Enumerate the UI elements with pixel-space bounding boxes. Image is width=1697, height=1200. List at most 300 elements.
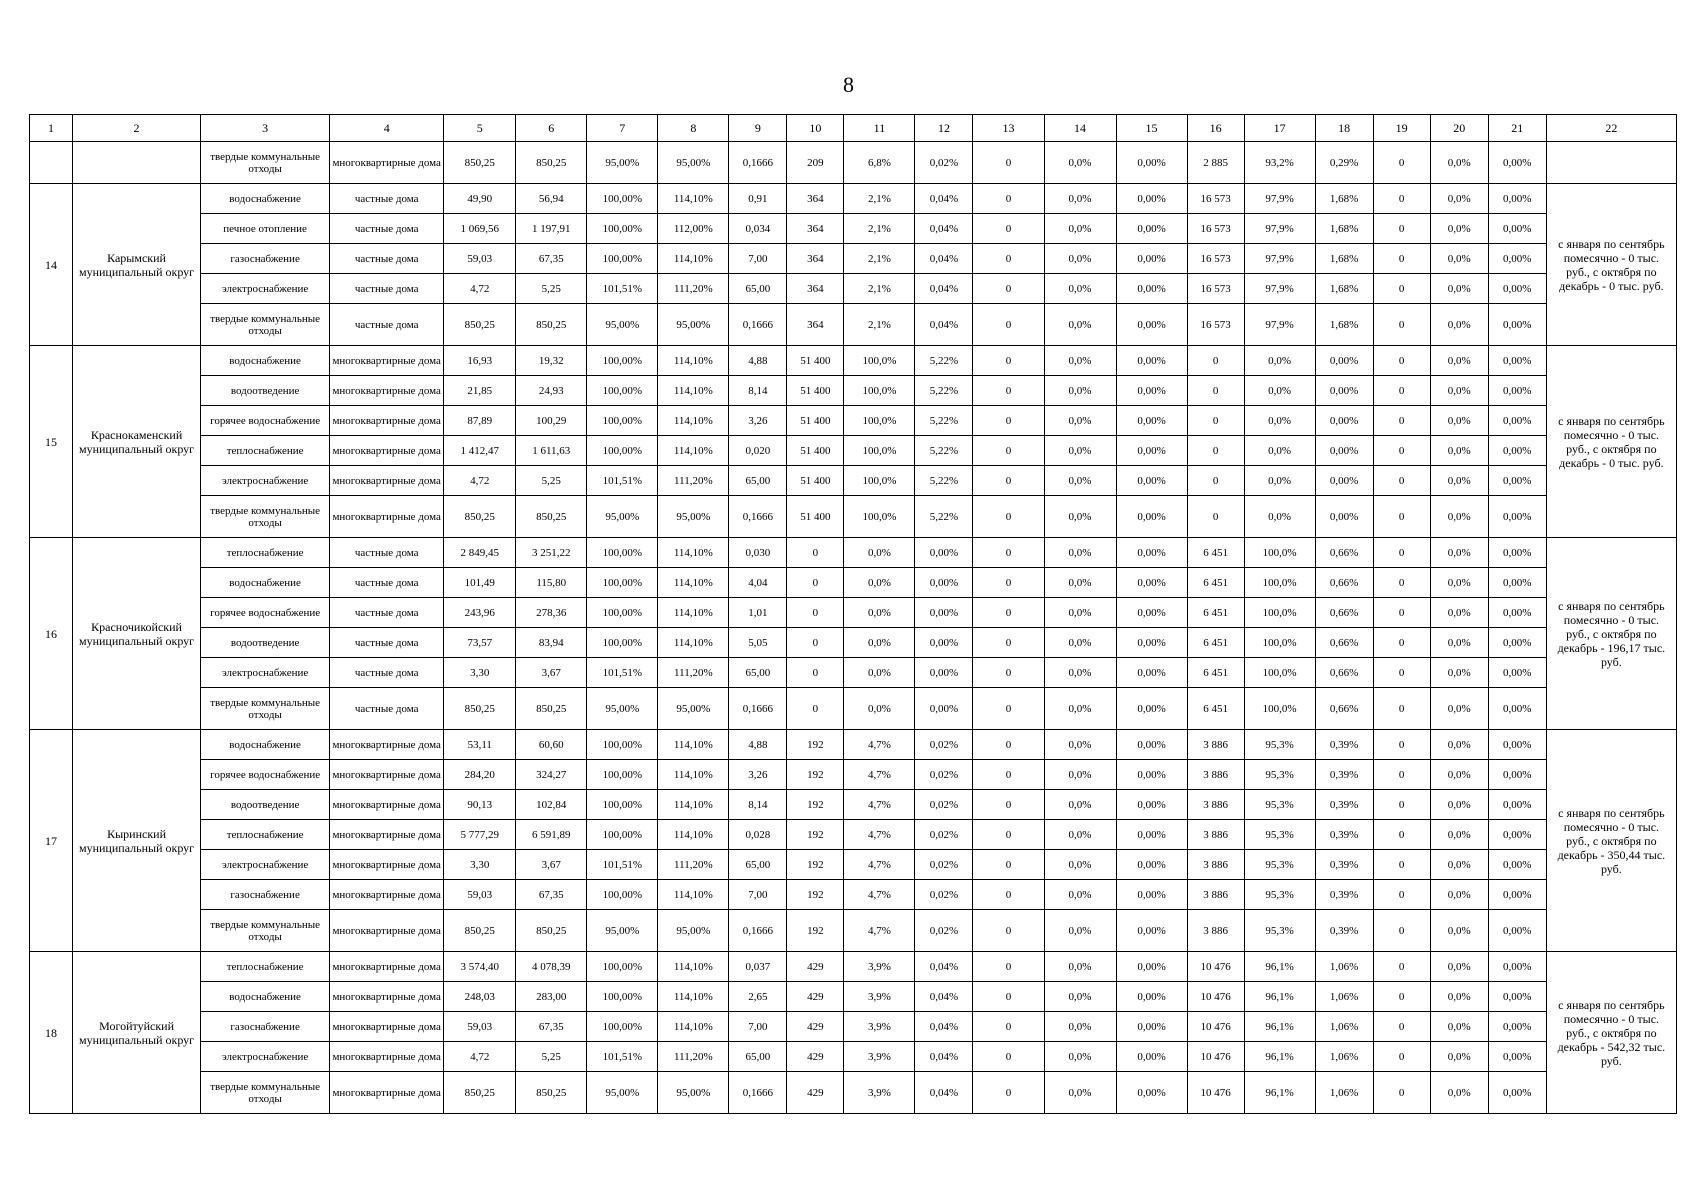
column-header-5: 5 <box>444 115 516 142</box>
value-cell: 8,14 <box>729 376 787 406</box>
value-cell: 0 <box>1373 274 1430 304</box>
value-cell: 0,0% <box>1044 496 1116 538</box>
value-cell: 114,10% <box>658 406 729 436</box>
municipality-cell: Карымский муниципальный округ <box>73 184 201 346</box>
value-cell: 59,03 <box>444 244 516 274</box>
value-cell: 0,00% <box>1116 790 1187 820</box>
value-cell: 16 573 <box>1187 214 1244 244</box>
table-row <box>30 214 1677 244</box>
value-cell: 51 400 <box>787 346 844 376</box>
value-cell: 4,7% <box>844 910 915 952</box>
value-cell: 0,00% <box>1116 406 1187 436</box>
value-cell: 3,30 <box>444 850 516 880</box>
value-cell: 4,88 <box>729 346 787 376</box>
value-cell: 0,0% <box>1244 496 1315 538</box>
value-cell: 100,0% <box>844 436 915 466</box>
value-cell: 0,00% <box>1116 184 1187 214</box>
value-cell: 0,00% <box>1116 568 1187 598</box>
value-cell: 1,06% <box>1315 1072 1373 1114</box>
value-cell: 0,0% <box>1430 1012 1488 1042</box>
value-cell: 0,04% <box>915 214 973 244</box>
value-cell: 96,1% <box>1244 1042 1315 1072</box>
table-row <box>30 1012 1677 1042</box>
value-cell: 114,10% <box>658 952 729 982</box>
value-cell: 0 <box>1373 658 1430 688</box>
value-cell: 65,00 <box>729 466 787 496</box>
value-cell: 0,0% <box>1430 376 1488 406</box>
value-cell: 192 <box>787 760 844 790</box>
table-row <box>30 346 1677 376</box>
housing-type-cell: частные дома <box>330 598 444 628</box>
value-cell: 114,10% <box>658 568 729 598</box>
value-cell: 97,9% <box>1244 244 1315 274</box>
value-cell: 0 <box>1373 568 1430 598</box>
value-cell: 114,10% <box>658 598 729 628</box>
value-cell: 0,66% <box>1315 658 1373 688</box>
value-cell: 97,9% <box>1244 214 1315 244</box>
value-cell: 2,1% <box>844 214 915 244</box>
value-cell: 16 573 <box>1187 184 1244 214</box>
value-cell: 0,00% <box>1488 730 1546 760</box>
value-cell: 0 <box>1373 184 1430 214</box>
value-cell: 0 <box>1187 406 1244 436</box>
value-cell: 0,0% <box>844 658 915 688</box>
value-cell: 0,0% <box>1044 346 1116 376</box>
value-cell: 0 <box>973 406 1044 436</box>
value-cell: 3,9% <box>844 1042 915 1072</box>
value-cell: 0,1666 <box>729 688 787 730</box>
value-cell: 0 <box>1373 142 1430 184</box>
value-cell: 67,35 <box>516 1012 587 1042</box>
column-header-9: 9 <box>729 115 787 142</box>
value-cell: 95,3% <box>1244 910 1315 952</box>
value-cell: 101,51% <box>587 274 658 304</box>
value-cell: 0 <box>973 658 1044 688</box>
service-cell: твердые коммунальные отходы <box>201 496 330 538</box>
value-cell: 3 886 <box>1187 730 1244 760</box>
housing-type-cell: многоквартирные дома <box>330 850 444 880</box>
value-cell: 51 400 <box>787 436 844 466</box>
value-cell: 0,00% <box>1116 598 1187 628</box>
value-cell: 0,00% <box>1488 598 1546 628</box>
value-cell: 0,028 <box>729 820 787 850</box>
value-cell: 0 <box>973 538 1044 568</box>
value-cell: 0,00% <box>1116 274 1187 304</box>
value-cell: 0,39% <box>1315 910 1373 952</box>
value-cell: 100,00% <box>587 244 658 274</box>
table-row <box>30 406 1677 436</box>
value-cell: 0,00% <box>1488 760 1546 790</box>
value-cell: 850,25 <box>444 1072 516 1114</box>
service-cell: электроснабжение <box>201 466 330 496</box>
value-cell: 6,8% <box>844 142 915 184</box>
value-cell: 4,7% <box>844 730 915 760</box>
value-cell: 5,25 <box>516 274 587 304</box>
value-cell: 6 451 <box>1187 538 1244 568</box>
housing-type-cell: частные дома <box>330 628 444 658</box>
value-cell: 0,0% <box>1430 982 1488 1012</box>
value-cell: 429 <box>787 982 844 1012</box>
housing-type-cell: частные дома <box>330 214 444 244</box>
value-cell: 51 400 <box>787 496 844 538</box>
value-cell: 49,90 <box>444 184 516 214</box>
value-cell: 4,72 <box>444 274 516 304</box>
value-cell: 0,0% <box>1044 850 1116 880</box>
value-cell: 100,00% <box>587 376 658 406</box>
value-cell: 0,00% <box>1315 346 1373 376</box>
value-cell: 284,20 <box>444 760 516 790</box>
value-cell: 0,00% <box>1488 952 1546 982</box>
value-cell: 0,0% <box>1044 568 1116 598</box>
value-cell: 16 573 <box>1187 274 1244 304</box>
value-cell: 0,00% <box>1488 1042 1546 1072</box>
value-cell: 100,00% <box>587 538 658 568</box>
column-header-21: 21 <box>1488 115 1546 142</box>
value-cell: 0,66% <box>1315 688 1373 730</box>
value-cell: 0,0% <box>1430 244 1488 274</box>
value-cell: 1 611,63 <box>516 436 587 466</box>
column-header-7: 7 <box>587 115 658 142</box>
housing-type-cell: многоквартирные дома <box>330 142 444 184</box>
value-cell: 0 <box>1187 466 1244 496</box>
payment-note-cell: с января по сентябрь помесячно - 0 тыс. руб., с октября по декабрь - 0 тыс. руб. <box>1546 346 1676 538</box>
value-cell: 16,93 <box>444 346 516 376</box>
value-cell: 0,00% <box>1315 376 1373 406</box>
value-cell: 0,00% <box>1488 790 1546 820</box>
value-cell: 0,00% <box>915 688 973 730</box>
value-cell: 850,25 <box>444 910 516 952</box>
value-cell: 0,02% <box>915 760 973 790</box>
value-cell: 95,00% <box>587 496 658 538</box>
housing-type-cell: многоквартирные дома <box>330 952 444 982</box>
municipality-cell: Могойтуйский муниципальный округ <box>73 952 201 1114</box>
value-cell: 192 <box>787 820 844 850</box>
service-cell: водоснабжение <box>201 982 330 1012</box>
value-cell: 0,0% <box>1044 760 1116 790</box>
value-cell: 0,00% <box>1116 538 1187 568</box>
value-cell: 0,0% <box>844 538 915 568</box>
table-row <box>30 850 1677 880</box>
value-cell: 0 <box>973 820 1044 850</box>
value-cell: 87,89 <box>444 406 516 436</box>
column-header-17: 17 <box>1244 115 1315 142</box>
housing-type-cell: многоквартирные дома <box>330 982 444 1012</box>
value-cell: 0 <box>973 688 1044 730</box>
column-header-22: 22 <box>1546 115 1676 142</box>
housing-type-cell: многоквартирные дома <box>330 1012 444 1042</box>
value-cell: 100,00% <box>587 598 658 628</box>
table-row <box>30 952 1677 982</box>
table-row <box>30 880 1677 910</box>
table-row <box>30 496 1677 538</box>
value-cell: 95,3% <box>1244 850 1315 880</box>
value-cell: 100,0% <box>1244 598 1315 628</box>
value-cell: 114,10% <box>658 982 729 1012</box>
table-row <box>30 790 1677 820</box>
value-cell: 0,0% <box>1430 538 1488 568</box>
value-cell: 0,0% <box>1044 658 1116 688</box>
housing-type-cell: многоквартирные дома <box>330 820 444 850</box>
value-cell: 60,60 <box>516 730 587 760</box>
value-cell: 0 <box>973 568 1044 598</box>
value-cell: 100,0% <box>1244 658 1315 688</box>
value-cell: 0 <box>1373 1072 1430 1114</box>
value-cell: 0,1666 <box>729 496 787 538</box>
value-cell: 850,25 <box>516 1072 587 1114</box>
value-cell: 10 476 <box>1187 1072 1244 1114</box>
value-cell: 850,25 <box>516 304 587 346</box>
header-row <box>30 115 1677 142</box>
value-cell: 114,10% <box>658 730 729 760</box>
value-cell: 21,85 <box>444 376 516 406</box>
row-number-cell: 14 <box>30 184 73 346</box>
value-cell: 96,1% <box>1244 1072 1315 1114</box>
value-cell: 0 <box>973 598 1044 628</box>
row-number-cell: 15 <box>30 346 73 538</box>
housing-type-cell: частные дома <box>330 304 444 346</box>
value-cell: 850,25 <box>444 142 516 184</box>
value-cell: 0,00% <box>1315 406 1373 436</box>
value-cell: 101,51% <box>587 658 658 688</box>
value-cell: 0,0% <box>1044 688 1116 730</box>
value-cell: 0 <box>1373 730 1430 760</box>
value-cell: 6 451 <box>1187 568 1244 598</box>
value-cell: 2,65 <box>729 982 787 1012</box>
value-cell: 114,10% <box>658 538 729 568</box>
value-cell: 10 476 <box>1187 982 1244 1012</box>
value-cell: 0 <box>1187 436 1244 466</box>
row-number-cell: 16 <box>30 538 73 730</box>
value-cell: 850,25 <box>516 142 587 184</box>
value-cell: 0,02% <box>915 790 973 820</box>
value-cell: 5,25 <box>516 466 587 496</box>
value-cell: 0,29% <box>1315 142 1373 184</box>
value-cell: 0,0% <box>1430 304 1488 346</box>
value-cell: 0,0% <box>1244 346 1315 376</box>
value-cell: 192 <box>787 730 844 760</box>
service-cell: электроснабжение <box>201 274 330 304</box>
housing-type-cell: частные дома <box>330 538 444 568</box>
value-cell: 0,0% <box>1044 952 1116 982</box>
value-cell: 5,22% <box>915 496 973 538</box>
column-header-11: 11 <box>844 115 915 142</box>
value-cell: 0 <box>1187 346 1244 376</box>
value-cell: 429 <box>787 1072 844 1114</box>
value-cell: 0,00% <box>915 538 973 568</box>
housing-type-cell: частные дома <box>330 568 444 598</box>
value-cell: 0 <box>973 436 1044 466</box>
value-cell: 0,00% <box>1488 568 1546 598</box>
value-cell: 0,66% <box>1315 598 1373 628</box>
value-cell: 283,00 <box>516 982 587 1012</box>
value-cell: 114,10% <box>658 436 729 466</box>
value-cell: 3,67 <box>516 658 587 688</box>
value-cell: 100,00% <box>587 184 658 214</box>
value-cell: 0 <box>973 760 1044 790</box>
value-cell: 6 451 <box>1187 658 1244 688</box>
value-cell: 0,0% <box>1430 184 1488 214</box>
value-cell: 0 <box>1373 496 1430 538</box>
value-cell: 850,25 <box>516 910 587 952</box>
value-cell: 1,68% <box>1315 304 1373 346</box>
value-cell: 0 <box>1373 538 1430 568</box>
value-cell: 0,04% <box>915 274 973 304</box>
value-cell: 101,49 <box>444 568 516 598</box>
housing-type-cell: многоквартирные дома <box>330 406 444 436</box>
value-cell: 0,00% <box>1116 820 1187 850</box>
value-cell: 114,10% <box>658 790 729 820</box>
value-cell: 65,00 <box>729 274 787 304</box>
value-cell: 0,0% <box>1044 820 1116 850</box>
table-row <box>30 466 1677 496</box>
value-cell: 0,00% <box>1116 628 1187 658</box>
value-cell: 0,00% <box>1116 244 1187 274</box>
value-cell: 4,72 <box>444 466 516 496</box>
value-cell: 192 <box>787 880 844 910</box>
value-cell: 100,0% <box>844 466 915 496</box>
value-cell: 3,67 <box>516 850 587 880</box>
value-cell: 0,00% <box>1488 496 1546 538</box>
value-cell: 0 <box>973 790 1044 820</box>
table-row <box>30 538 1677 568</box>
value-cell: 0,0% <box>1044 538 1116 568</box>
value-cell: 0 <box>973 952 1044 982</box>
row-number-cell: 17 <box>30 730 73 952</box>
value-cell: 0 <box>973 346 1044 376</box>
value-cell: 0,00% <box>1116 304 1187 346</box>
value-cell: 0,0% <box>1430 436 1488 466</box>
value-cell: 111,20% <box>658 274 729 304</box>
value-cell: 0,0% <box>1430 496 1488 538</box>
value-cell: 0,0% <box>1430 790 1488 820</box>
value-cell: 0,0% <box>1044 304 1116 346</box>
value-cell: 65,00 <box>729 1042 787 1072</box>
value-cell: 364 <box>787 214 844 244</box>
value-cell: 1,68% <box>1315 214 1373 244</box>
value-cell: 0,0% <box>1044 214 1116 244</box>
value-cell: 10 476 <box>1187 1012 1244 1042</box>
value-cell: 0,0% <box>844 568 915 598</box>
value-cell: 100,00% <box>587 628 658 658</box>
value-cell: 2 885 <box>1187 142 1244 184</box>
value-cell: 3,30 <box>444 658 516 688</box>
value-cell: 4,7% <box>844 820 915 850</box>
value-cell: 100,00% <box>587 730 658 760</box>
value-cell: 0,0% <box>1430 274 1488 304</box>
value-cell: 114,10% <box>658 880 729 910</box>
value-cell: 114,10% <box>658 346 729 376</box>
value-cell: 0,1666 <box>729 910 787 952</box>
value-cell: 0,0% <box>1430 760 1488 790</box>
service-cell: твердые коммунальные отходы <box>201 1072 330 1114</box>
value-cell: 73,57 <box>444 628 516 658</box>
value-cell: 56,94 <box>516 184 587 214</box>
value-cell: 100,0% <box>844 346 915 376</box>
value-cell: 100,00% <box>587 1012 658 1042</box>
value-cell: 0,030 <box>729 538 787 568</box>
value-cell: 0,00% <box>1315 496 1373 538</box>
table-row <box>30 376 1677 406</box>
value-cell: 0,39% <box>1315 820 1373 850</box>
column-header-14: 14 <box>1044 115 1116 142</box>
table-row <box>30 304 1677 346</box>
table-row <box>30 184 1677 214</box>
value-cell: 4,7% <box>844 880 915 910</box>
service-cell: водоснабжение <box>201 346 330 376</box>
value-cell: 6 451 <box>1187 598 1244 628</box>
value-cell: 364 <box>787 184 844 214</box>
value-cell: 7,00 <box>729 880 787 910</box>
value-cell: 0,1666 <box>729 1072 787 1114</box>
value-cell: 278,36 <box>516 598 587 628</box>
value-cell: 3 886 <box>1187 760 1244 790</box>
value-cell: 0,39% <box>1315 850 1373 880</box>
service-cell: теплоснабжение <box>201 952 330 982</box>
value-cell: 0 <box>1373 688 1430 730</box>
value-cell: 0,0% <box>1430 1042 1488 1072</box>
table-row <box>30 274 1677 304</box>
value-cell: 95,00% <box>587 1072 658 1114</box>
column-header-4: 4 <box>330 115 444 142</box>
value-cell: 0,02% <box>915 820 973 850</box>
value-cell: 0,66% <box>1315 628 1373 658</box>
value-cell: 0 <box>973 244 1044 274</box>
value-cell: 19,32 <box>516 346 587 376</box>
value-cell: 0 <box>1373 850 1430 880</box>
housing-type-cell: многоквартирные дома <box>330 1042 444 1072</box>
service-cell: твердые коммунальные отходы <box>201 910 330 952</box>
table-row <box>30 658 1677 688</box>
housing-type-cell: частные дома <box>330 244 444 274</box>
value-cell: 95,00% <box>658 910 729 952</box>
value-cell: 192 <box>787 910 844 952</box>
value-cell: 7,00 <box>729 244 787 274</box>
value-cell: 0,04% <box>915 304 973 346</box>
value-cell: 3 886 <box>1187 910 1244 952</box>
value-cell: 1,06% <box>1315 1012 1373 1042</box>
service-cell: водоснабжение <box>201 184 330 214</box>
value-cell: 100,0% <box>844 496 915 538</box>
value-cell: 0 <box>973 910 1044 952</box>
value-cell: 100,00% <box>587 346 658 376</box>
value-cell: 65,00 <box>729 658 787 688</box>
value-cell: 850,25 <box>444 688 516 730</box>
value-cell: 0 <box>1373 598 1430 628</box>
value-cell: 0,00% <box>915 568 973 598</box>
table-row <box>30 568 1677 598</box>
payment-note-cell <box>1546 142 1676 184</box>
housing-type-cell: многоквартирные дома <box>330 466 444 496</box>
table-row <box>30 688 1677 730</box>
value-cell: 0,0% <box>844 688 915 730</box>
value-cell: 0 <box>787 568 844 598</box>
value-cell: 364 <box>787 304 844 346</box>
value-cell: 0 <box>973 1042 1044 1072</box>
housing-type-cell: многоквартирные дома <box>330 760 444 790</box>
value-cell: 0,00% <box>1116 850 1187 880</box>
value-cell: 0,00% <box>1488 304 1546 346</box>
service-cell: газоснабжение <box>201 244 330 274</box>
value-cell: 0,0% <box>1430 658 1488 688</box>
value-cell: 0,00% <box>1116 688 1187 730</box>
value-cell: 0,02% <box>915 142 973 184</box>
value-cell: 0,0% <box>1044 406 1116 436</box>
value-cell: 0,00% <box>1116 910 1187 952</box>
value-cell: 114,10% <box>658 820 729 850</box>
value-cell: 0,0% <box>1430 910 1488 952</box>
payment-note-cell: с января по сентябрь помесячно - 0 тыс. руб., с октября по декабрь - 350,44 тыс. руб. <box>1546 730 1676 952</box>
value-cell: 0 <box>973 184 1044 214</box>
